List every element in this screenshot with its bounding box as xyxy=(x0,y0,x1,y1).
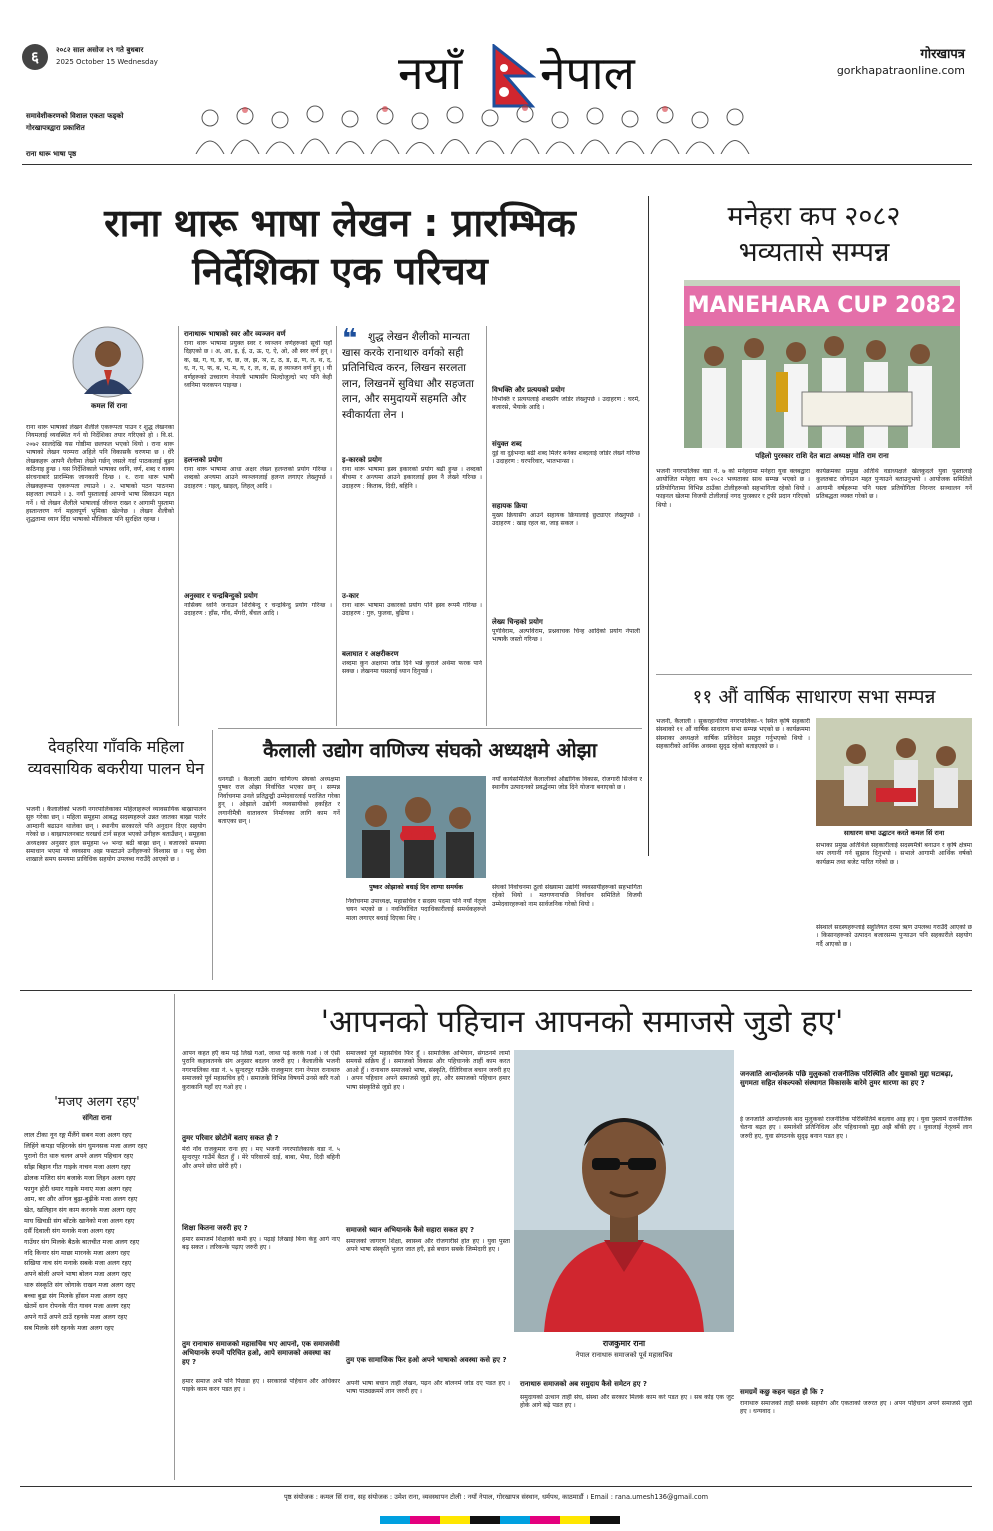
poem-line: अपने बोली अपने भाषा बोलन मजा अलग रहए xyxy=(24,1270,131,1279)
poem-line: लाल टीका नून रङ्ग मैंलैंगे सबन मजा अलग रहए xyxy=(24,1131,132,1139)
interview-q2: शिक्षा कितना जरुरी हए ? xyxy=(182,1224,248,1232)
poem-line: फागुन होरी धमार गाइके मनाए मजा अलग रहए xyxy=(24,1184,132,1193)
main-col4-heading4: लेख्य चिन्हको प्रयोग xyxy=(492,618,543,626)
main-col3-heading2: उ-कार xyxy=(342,592,359,600)
col-rule xyxy=(212,730,213,980)
agm-photo xyxy=(816,718,972,826)
interview-a7: ई जनजाति आन्दोलनके बाद मुलुकको राजनीतिक परिस्थितिमें बदलाव आइ हए । युवा पुस्तामें राजनीतिक चेतना बढ़त हए । समावेशी प्रतिनिधित्व और पहिचानको मुद्दा अझै बाँकी हए । युवालाई नेतृत्वमें लान जरुरी हए, युवा संगठनके सुदृढ़ बनान पडत हए । xyxy=(740,1116,972,1140)
cmyk-swatch xyxy=(380,1516,410,1524)
interview-portrait xyxy=(514,1050,734,1332)
agm-caption: साधारण सभा उद्घाटन करते कमल सिं राना xyxy=(843,829,945,837)
cmyk-swatch xyxy=(590,1516,620,1524)
agm-body-3: संस्थाले सदस्यहरूलाई सहुलियत दरमा ऋण उपलब्ध गराउँदै आएको छ । किसानहरूको उत्पादन बजारसम्म पुर्‍याउन पनि सहकारीले सहयोग गर्दै आएको छ । xyxy=(816,924,972,948)
interview-col1-intro: आपन कहत हएँ कम पढ़े लिखे गओ, जाथा पढ़े करके गओ । जे ऐसी पुरानि कहावतनके संग अनुसार बदलन जरुरी हए । कैलालीके भजनी नगरपालिका वडा नं. ५ सुन्दरपुर गाउँके राजकुमार राना नेपाल रानाथारु समाजको पूर्व महासचिव हएँ । समाजके विभिन्न विषयमें उनसे करि गओ कुराकानि यहाँ दए गओ हए । xyxy=(182,1050,340,1091)
tagline-1: समावेशीकरणको विशाल एकता फड्को xyxy=(26,112,124,120)
interviewee-title: नेपाल रानाथारु समाजको पूर्व महासचिव xyxy=(575,1351,673,1359)
footer-credits: पृष्ठ संयोजक : कमल सिं राना, सह संयोजक : उमेश राना, व्यवस्थापन टोली : नयाँ नेपाल, गोरखापत्र संस्थान, धर्मपथ, काठमाडौं । Email : rana.umesh136@gmail.com xyxy=(283,1493,709,1501)
manehara-body-2: कार्यक्रमका प्रमुख अतिथि वडाध्यक्षले खेलकुदले युवा पुस्तालाई कुलतबाट जोगाउन मद्दत पुर्‍याउने बताउनुभयो । आयोजक समितिले आगामी वर्षहरूमा पनि यस्ता प्रतियोगिता निरन्तर सञ्चालन गर्ने प्रतिबद्धता व्यक्त गरेको छ । xyxy=(816,468,972,501)
poem-title: 'मजए अलग रहए' xyxy=(54,1095,140,1110)
interview-a2: हमार समाजमें शिक्षाकी कमी हए । पढ़ाई लिखाई बिना केहु आगे नाए बढ़ सकत । लरिकन्के पढ़ाए जरुरी हए । xyxy=(182,1236,340,1252)
interview-q8: समग्रमें कछु कहन चहत हौ कि ? xyxy=(740,1388,824,1396)
manehara-caption: पहिलो पुरस्कार राशि देत बाटा अध्यक्ष मोति राम राना xyxy=(755,452,889,460)
publisher-name: गोरखापत्र xyxy=(920,47,965,62)
main-col2-heading3: अनुस्वार र चन्द्रबिन्दुको प्रयोग xyxy=(184,592,258,600)
poem-line: खेत, खलिहान संग काम करनके मजा अलग रहए xyxy=(24,1205,136,1214)
manehara-banner: MANEHARA CUP 2082 xyxy=(684,286,960,326)
col-rule xyxy=(174,994,175,1480)
cmyk-swatch xyxy=(440,1516,470,1524)
author-photo xyxy=(72,326,144,398)
agm-body-1: भजनी, कैलाली । सुकरहानरिया नगरपालिका–९ स्थित कृषि सहकारी संस्थाको ११ औं वार्षिक साधारण सभा सम्पन्न भएको छ । कार्यक्रममा संस्थाका अध्यक्षले वार्षिक प्रतिवेदन प्रस्तुत गर्नुभएको थियो । सहकारीको आर्थिक अवस्था सुदृढ रहेको बताइएको छ । xyxy=(656,718,810,751)
interview-a1: मेरो नाँव राजकुमार राना हए । मए भजनी नगरपालिकाके वडा नं. ५ सुन्दरपुर गाउँमें बैठत हुँ । मेरे परिवारमें दाई, बाबा, भैया, दिदी बहिनी और अपने छोरा छोरी हएँ । xyxy=(182,1146,340,1170)
main-col4-heading2: संयुक्त शब्द xyxy=(492,440,522,448)
interview-a4: समाजको जागरण शिक्षा, स्वास्थ्य और रोजगारीसे होत हए । युवा पुस्ता अपने भाषा संस्कृति भुलत जात हएँ, इसे बचान सबके जिम्मेदारी हए । xyxy=(346,1238,510,1254)
col-rule xyxy=(178,326,179,726)
main-col4-text2: दुई वा दुईभन्दा बढी शब्द मिलेर बनेका शब्दलाई जोडेर लेख्ने गरिन्छ । उदाहरण : घरपरिवार, भातभान्सा । xyxy=(492,450,640,466)
interview-q6: रानाथारु समाजको अब समुदाय कैसे समेटन हए ? xyxy=(520,1380,647,1388)
interview-a5: अपनी भाषा बचान ताहीं लेखन, पढ़न और बोलनमें जोड दए पडत हए । भाषा पाठ्यक्रममें लान जरुरी हए । xyxy=(346,1380,510,1396)
main-col2-text3: नासिक्य ध्वनि जनाउन शिरबिन्दु र चन्द्रबिन्दु प्रयोग गरिन्छ । उदाहरण : हाँस, गाँव, मँगरी, बँचल आदि । xyxy=(184,602,332,618)
crowd-illustration xyxy=(190,104,750,154)
section-label: राना थारू भाषा पृष्ठ xyxy=(26,150,77,158)
poem-line: लिहिंगे कपड़ा पहिरनके संग घुमनसक मजा अलग रहए xyxy=(24,1141,148,1150)
poem-line: आम, बर और आँगन बुढ़ा-बुढ़ीके मजा अलग रहए xyxy=(24,1195,138,1204)
interviewee-name: राजकुमार राना xyxy=(602,1339,646,1348)
interview-a6: समुदायको उत्थान ताहीं संघ, संस्था और सरकार मिलके काम करे पडत हए । सब कोइ एक जुट होके आगे बढ़े पडत हए । xyxy=(520,1394,734,1410)
interview-a8: रानाथारु समाजको ताहीं सबके सहयोग और एकताको जरुरत हए । अपन पहिचान अपने समाजसे जुडो हए । धन्यवाद । xyxy=(740,1400,972,1416)
poem-line: अपने गाउँ अपने ठाउँ रहनके मजा अलग रहए xyxy=(24,1312,127,1321)
manehara-headline-1: मनेहरा कप २०८२ xyxy=(727,201,901,232)
poem-line: ढोलक मजिरा संग बजाके मजा लिहन अलग रहए xyxy=(24,1173,136,1182)
poem-line: नदि किनार संग माछा मारनके मजा अलग रहए xyxy=(24,1248,130,1257)
color-registration-bar xyxy=(380,1516,620,1524)
main-col2-text2: राना थारू भाषामा आधा अक्षर लेख्न हलन्तको प्रयोग गरिन्छ । शब्दको अन्त्यमा आउने व्यञ्जनलाई हलन्त लगाएर लेख्नुपर्छ । उदाहरण : गइल्, खाइल्, लिहल् आदि । xyxy=(184,466,332,490)
manehara-photo xyxy=(684,280,960,448)
website-link[interactable]: gorkhapatraonline.com xyxy=(836,64,965,77)
goat-body: भजनी । कैलालीको भजनी नगरपालिकाका महिलाहरूले व्यावसायिक बाख्रापालन सुरु गरेका छन् । महिला समूहमा आबद्ध सदस्यहरूले उन्नत जातका बाख्रा पालेर आम्दानी बढाउन थालेका छन् । स्थानीय सरकारले पनि अनुदान दिएर सहयोग गरेको छ । बाख्रापालनबाट घरखर्च टार्न सहज भएको उनीहरू बताउँछन् । समूहका अध्यक्षका अनुसार हाल समूहमा ५० भन्दा बढी बाख्रा छन् । बजारको समस्या समाधान भएमा यो व्यवसाय अझ फस्टाउने उनीहरूको विश्वास छ । पशु सेवा शाखाले समय समयमा प्राविधिक सहयोग उपलब्ध गराउँदै आएको छ । xyxy=(26,806,206,864)
poem-line: खेतमें धान रोपनके गीत गावन मजा अलग रहए xyxy=(24,1302,131,1311)
page-number: ६ xyxy=(22,44,48,70)
date-np: २०८२ साल असोज २९ गते बुधबार xyxy=(56,46,144,54)
players-illustration xyxy=(684,326,960,448)
kailali-illustration xyxy=(346,776,486,878)
main-col4-text4: पूर्णविराम, अल्पविराम, प्रश्नवाचक चिन्ह आदिको प्रयोग नेपाली भाषाकै जस्तो गरिन्छ । xyxy=(492,628,640,644)
portrait-illustration xyxy=(514,1050,734,1332)
goat-headline: देवहरिया गाँवकि महिला व्यवसायिक बकरीया पालन घेन xyxy=(27,737,205,778)
main-col3-heading3: बलाघात र अक्षरीकरण xyxy=(342,650,399,658)
interview-q1: तुमर परिवार छोटोमें बताए सकत हौ ? xyxy=(182,1134,279,1142)
main-col4-text1: विभक्ति र प्रत्ययलाई शब्दसँग जोडेर लेख्नुपर्छ । उदाहरण : घरमें, बजारसे, भैयाके आदि । xyxy=(492,396,640,412)
cmyk-swatch xyxy=(500,1516,530,1524)
kailali-headline: कैलाली उद्योग वाणिज्य संघको अध्यक्षमे ओझा xyxy=(263,738,597,762)
main-headline-2: निर्देशिका एक परिचय xyxy=(192,249,488,293)
main-col3-text1: राना थारू भाषामा ह्रस्व इकारको प्रयोग बढी हुन्छ । शब्दको बीचमा र अन्त्यमा आउने इकारलाई ह्रस्व नै लेख्ने गरिन्छ । उदाहरण : किताब, दिदी, बहिनि । xyxy=(342,466,482,490)
kailali-body-4: संघको निर्वाचनमा ठूलो संख्यामा उद्योगी व्यवसायीहरूको सहभागिता रहेको थियो । मतगणनापछि निर्वाचन समितिले विजयी उम्मेदवारहरूको नाम सार्वजनिक गरेको थियो । xyxy=(492,884,642,908)
kailali-body-3: नयाँ कार्यसमितिले कैलालीको औद्योगिक विकास, रोजगारी सिर्जना र स्थानीय उत्पादनको प्रवर्द्धनमा जोड दिने योजना बनाएको छ । xyxy=(492,776,642,792)
cmyk-swatch xyxy=(410,1516,440,1524)
main-col2-heading1: रानाथारू भाषाको स्वर और व्यञ्जन वर्ण xyxy=(184,330,286,338)
section-rule xyxy=(20,990,972,991)
interview-q5: तुम एक सामाजिक फिर हओ अपने भाषाको अवस्था कसे हए ? xyxy=(346,1356,507,1364)
interview-col2-text: समाजको पूर्व महासचिव फिर हुँ । सामाजिक अभियान, संगठनमें लामो समयसे सक्रिय हुँ । समाजको विकास और पहिचानके ताहीं काम करत आओ हुँ । रानाथारु समाजको भाषा, संस्कृति, रीतिरिवाज बचान जरुरी हए । अपन पहिचान अपने समाजसे जुडो हए, और समाजको पहिचान हमार भाषा संस्कृतिसे जुडो हए । xyxy=(346,1050,510,1091)
masthead-rule xyxy=(22,164,972,165)
tagline-2: गोरखापत्रद्वारा प्रकाशित xyxy=(26,124,85,132)
poem-line: थारु संस्कृति संग जोगाके राखन मजा अलग रहए xyxy=(24,1280,135,1289)
main-col1: राना थारू भाषाको लेखन शैलीले एकरूपता पाउन र शुद्ध लेखनका नियमलाई व्यवस्थित गर्न यो निर्देशिका तयार गरिएको हो । वि.सं. २०७२ सालदेखि यस गोष्ठीमा छलफल भएको थियो । राना थारू भाषाको लेखन परम्परा अहिले पनि विकासकै चरणमा छ । धेरै लेखकहरू आफ्नै शैलीमा लेख्ने गर्छन् जसले गर्दा पाठकलाई बुझ्न कठिनाइ हुन्छ । यस निर्देशिकाले भाषाका ध्वनि, वर्ण, शब्द र वाक्य संरचनाबारे प्रारम्भिक जानकारी दिन्छ । १. राना थारू भाषी लेखकहरूमा एकरूपता ल्याउने । २. भाषाको पठन पाठनमा सहजता ल्याउने । ३. नयाँ पुस्तालाई आफ्नो भाषा सिकाउन मद्दत गर्ने । यो लेखन शैलीले भाषालाई जीवन्त राख्न र आगामी पुस्तामा हस्तान्तरण गर्न महत्वपूर्ण भूमिका खेल्नेछ । लेखन शैलीको शुद्धतामा ध्यान दिँदा भाषाको मौलिकता पनि सुरक्षित रहन्छ । xyxy=(26,424,174,524)
interview-a3: हमार समाज अभै पनि पिछडा हए । सरकारसे पहिचान और अधिकार पाइके काम करन पडत हए । xyxy=(182,1378,340,1394)
date-en: 2025 October 15 Wednesday xyxy=(56,58,158,66)
col-rule xyxy=(336,326,337,726)
footer-rule xyxy=(20,1486,972,1487)
kailali-photo xyxy=(346,776,486,878)
manehara-headline-2: भव्यतासे सम्पन्न xyxy=(738,237,890,268)
poem-line: पुरानो रीत थारु चलन अपने अलग पहिचान रहए xyxy=(24,1152,134,1161)
col-rule xyxy=(486,326,487,726)
main-col4-heading1: विभक्ति और प्रत्ययको प्रयोग xyxy=(492,386,565,394)
kailali-caption: पुष्कर ओझाको बधाई दिन लाग्या समर्थक xyxy=(369,884,463,891)
poem-line: सब मिलके संगै रहनके मजा अलग रहए xyxy=(24,1323,114,1332)
main-col3-heading1: इ-कारको प्रयोग xyxy=(342,456,382,464)
poem-line: दसैँ दिवाली संग मनाके मजा अलग रहए xyxy=(24,1227,115,1236)
nepal-flag-icon xyxy=(492,44,536,108)
pull-quote: शुद्ध लेखन शैलीको मान्यता खास करके रानाथारु वर्गको सही प्रतिनिधित्व करन, लिखन सरलता लान, लिखनमें सुविधा और सहजता लान, और समुदायमें सहमति और स्वीकार्यता लेन । xyxy=(342,331,474,421)
interview-q7: जनजाति आन्दोलनके पछि मुलुकको राजनीतिक परिस्थिति और युवाको मुद्दा घटाबढ़ा, सुगमता सहित संकल्पको संस्थागत विकासके बारेमे तुमर धारणा का हए ? xyxy=(740,1070,954,1087)
main-col4-heading3: सहायक क्रिया xyxy=(492,502,528,510)
interview-headline: 'आपनको पहिचान आपनको समाजसे जुडो हए' xyxy=(320,1004,844,1040)
kailali-body-1: धनगढी । कैलाली उद्योग वाणिज्य संघको अध्यक्षमा पुष्कर राज ओझा निर्वाचित भएका छन् । सम्पन्न निर्वाचनमा उनले प्रतिद्वन्द्वी उम्मेदवारलाई पराजित गरेका हुन् । ओझाले उद्योगी व्यवसायीको हकहित र लगानीमैत्री वातावरण निर्माणका लागि काम गर्ने बताएका छन् । xyxy=(218,776,340,826)
main-headline-1: राना थारू भाषा लेखन : प्रारम्भिक xyxy=(104,201,576,245)
masthead-title-right: नेपाल xyxy=(540,46,635,100)
section-rule xyxy=(656,674,972,675)
section-rule xyxy=(218,728,642,729)
agm-illustration xyxy=(816,718,972,826)
main-col3-text2: राना थारू भाषामा उकारको प्रयोग पनि ह्रस्व रूपमै गरिन्छ । उदाहरण : गुरु, फुलवा, बुढिया । xyxy=(342,602,482,618)
interview-q3: तुम रानाथारु समाजको महासचिव भए आपनो, एक समाजसेवी अभियानके रुपमें परिचित हओ, आपे समाजको अवस्था का हए ? xyxy=(182,1340,340,1366)
kailali-body-2: निर्वाचनमा उपाध्यक्ष, महासचिव र सदस्य पदमा पनि नयाँ नेतृत्व चयन भएको छ । नवनिर्वाचित पदाधिकारीलाई समर्थकहरूले माला लगाएर बधाई दिएका थिए । xyxy=(346,898,486,922)
col-rule xyxy=(648,196,649,856)
interview-q4: समाजसे ध्यान अभियानके कैसे सहारा सकत हए ? xyxy=(346,1226,475,1234)
main-col3-text3: शब्दमा कुन अक्षरमा जोड दिने भन्ने कुराले अर्थमा फरक पार्न सक्छ । लेखनमा यसलाई ध्यान दिनुपर्छ । xyxy=(342,660,482,676)
agm-body-2: सभाका प्रमुख अतिथिले सहकारीलाई सदस्यमैत्री बनाउन र कृषि क्षेत्रमा थप लगानी गर्न सुझाव दिनुभयो । सभाले आगामी आर्थिक वर्षको कार्यक्रम तथा बजेट पारित गरेको छ । xyxy=(816,842,972,866)
poem-line: साँझ बिहान गीत गाइके नाचन मजा अलग रहए xyxy=(24,1163,131,1172)
main-col2-text1: राना थारू भाषामा प्रयुक्त स्वर र व्यञ्जन वर्णहरूको सूची यहाँ दिइएको छ । अ, आ, इ, ई, उ, ऊ, ए, ऐ, ओ, औ स्वर वर्ण हुन् । क, ख, ग, घ, ङ, च, छ, ज, झ, ञ, ट, ठ, ड, ढ, ण, त, थ, द, ध, न, प, फ, ब, भ, म, य, र, ल, व, स, ह व्यञ्जन वर्ण हुन् । यी वर्णहरूको उच्चारण नेपाली भाषासँग मिल्दोजुल्दो भए पनि केही ध्वनिमा फरकपन पाइन्छ । xyxy=(184,340,332,390)
poem-line: बच्चा बुढा संग मिलके हाँसन मजा अलग रहए xyxy=(24,1291,128,1300)
agm-headline: ११ औं वार्षिक साधारण सभा सम्पन्न xyxy=(692,686,936,708)
author-name: कमल सिं राना xyxy=(90,402,128,410)
main-col2-heading2: हलन्तको प्रयोग xyxy=(184,456,223,464)
masthead-title-left: नयाँ xyxy=(398,46,463,100)
quote-mark-icon: ❝ xyxy=(342,324,358,354)
poem-author: संगिता राना xyxy=(82,1114,112,1122)
poem-line: गाउँघर संग मिलके बैठके बातचीत मजा अलग रहए xyxy=(24,1238,140,1247)
poem-body xyxy=(24,1130,172,1470)
cmyk-swatch xyxy=(530,1516,560,1524)
cmyk-swatch xyxy=(470,1516,500,1524)
manehara-body-1: भजनी नगरपालिका वडा नं. ७ को मनेहरामा मनेहरा युवा क्लबद्वारा आयोजित मनेहरा कप २०८२ भव्यताका साथ सम्पन्न भएको छ । प्रतियोगितामा विभिन्न ठाउँका टोलीहरूको सहभागिता रहेको थियो । फाइनल खेलमा विजयी टोलीलाई नगद पुरस्कार र ट्रफी प्रदान गरिएको थियो । xyxy=(656,468,810,509)
poem-line: माघ खिचडी संग बाँटके खानेको मजा अलग रहए xyxy=(24,1216,135,1225)
cmyk-swatch xyxy=(560,1516,590,1524)
main-col4-text3: मुख्य क्रियासँग आउने सहायक क्रियालाई छुट्याएर लेख्नुपर्छ । उदाहरण : खाइ रहल बा, जाइ सकल । xyxy=(492,512,640,528)
poem-line: सखिया नाच संग मनाके सबके मजा अलग रहए xyxy=(24,1259,132,1268)
